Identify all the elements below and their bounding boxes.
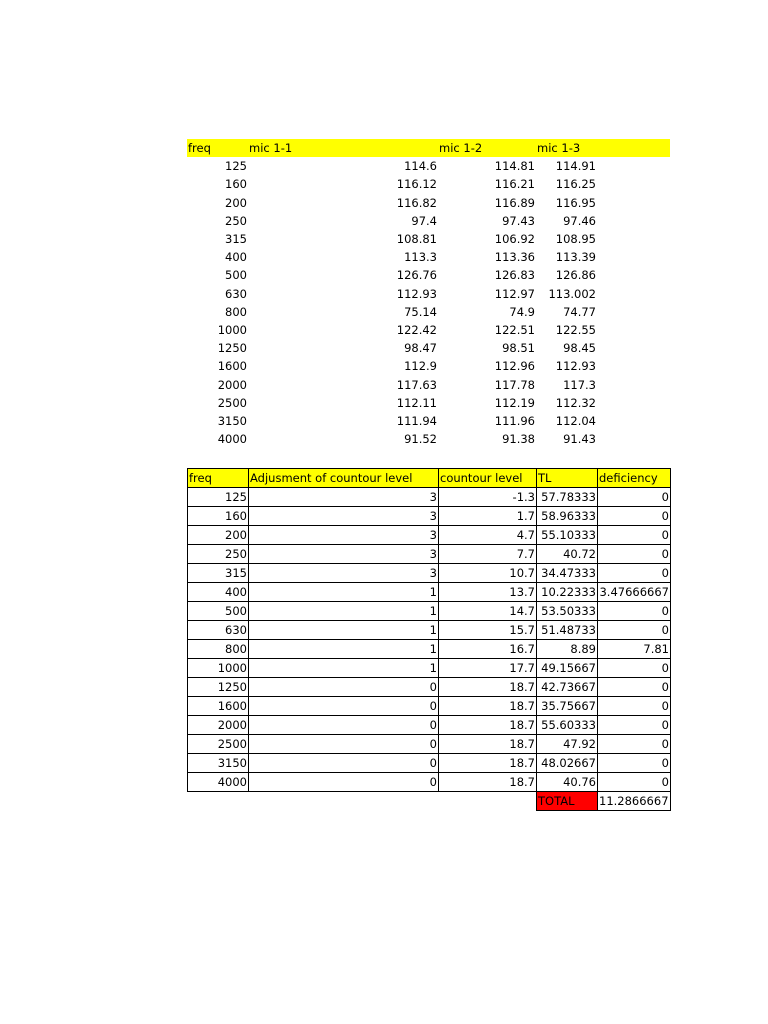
contour-deficiency-table [187,468,671,811]
cell-adjustment: 1 [249,583,439,602]
cell-contour-level: 18.7 [439,697,537,716]
cell-mic-1-2: 113.36 [494,250,535,265]
cell-adjustment: 3 [249,488,439,507]
header-tl: TL [537,469,598,488]
cell-mic-1-1: 116.12 [396,177,437,192]
cell-mic-1-3: 117.3 [563,377,596,392]
header-deficiency: deficiency [598,469,671,488]
cell-mic-1-3: 112.04 [555,413,596,428]
table-row [188,564,671,583]
cell-contour-level: 4.7 [439,526,537,545]
cell-adjustment: 3 [249,507,439,526]
cell-deficiency: 0 [598,678,671,697]
cell-adjustment: 1 [249,621,439,640]
cell-empty [597,321,670,339]
cell-adjustment: 0 [249,697,439,716]
cell-contour-level: 18.7 [439,678,537,697]
header-adjustment: Adjusment of countour level [249,469,439,488]
cell-mic-1-1: 117.63 [396,377,437,392]
cell-deficiency: 7.81 [598,640,671,659]
table-row [188,621,671,640]
cell-contour-level: 14.7 [439,602,537,621]
table-row [187,375,670,393]
cell-contour-level: 18.7 [439,716,537,735]
cell-mic-1-3: 74.77 [563,304,596,319]
table-header-row [188,469,671,488]
cell-tl: 55.60333 [537,716,598,735]
cell-freq: 1600 [217,359,247,374]
cell-empty [439,792,537,811]
cell-deficiency: 0 [598,526,671,545]
cell-mic-1-2: 116.21 [494,177,535,192]
cell-freq: 800 [188,640,249,659]
table-row [187,266,670,284]
cell-tl: 55.10333 [537,526,598,545]
cell-mic-1-1: 116.82 [396,195,437,210]
cell-mic-1-1: 108.81 [396,232,437,247]
cell-freq: 3150 [217,413,247,428]
table-row [188,697,671,716]
cell-mic-1-1: 112.93 [396,286,437,301]
cell-deficiency: 0 [598,659,671,678]
cell-mic-1-3: 116.95 [555,195,596,210]
table-row [188,773,671,792]
cell-empty [597,412,670,430]
cell-adjustment: 0 [249,754,439,773]
cell-tl: 40.72 [537,545,598,564]
cell-mic-1-2: 116.89 [494,195,535,210]
cell-empty [597,339,670,357]
cell-freq: 160 [188,507,249,526]
cell-mic-1-3: 91.43 [563,432,596,447]
cell-tl: 35.75667 [537,697,598,716]
table-row [188,602,671,621]
cell-mic-1-3: 114.91 [555,159,596,174]
table-row [187,230,670,248]
cell-tl: 10.22333 [537,583,598,602]
cell-mic-1-2: 112.97 [494,286,535,301]
mic-measurements-table [187,139,670,448]
cell-freq: 2000 [188,716,249,735]
cell-mic-1-3: 113.39 [555,250,596,265]
cell-contour-level: 13.7 [439,583,537,602]
cell-empty [597,285,670,303]
cell-freq: 250 [225,213,247,228]
cell-mic-1-2: 74.9 [509,304,535,319]
cell-contour-level: -1.3 [439,488,537,507]
cell-empty [249,792,439,811]
cell-freq: 630 [188,621,249,640]
table-row [188,488,671,507]
cell-deficiency: 0 [598,697,671,716]
cell-contour-level: 15.7 [439,621,537,640]
table-row [187,339,670,357]
cell-mic-1-1: 126.76 [396,268,437,283]
cell-mic-1-3: 112.93 [555,359,596,374]
cell-adjustment: 3 [249,564,439,583]
cell-empty [597,194,670,212]
cell-contour-level: 18.7 [439,773,537,792]
cell-mic-1-2: 112.96 [494,359,535,374]
cell-freq: 500 [225,268,247,283]
cell-adjustment: 3 [249,526,439,545]
cell-empty [597,248,670,266]
cell-freq: 4000 [217,432,247,447]
cell-deficiency: 3.47666667 [598,583,671,602]
cell-freq: 500 [188,602,249,621]
table-row [188,754,671,773]
table-row [187,303,670,321]
header-mic-1-2: mic 1-2 [438,139,536,157]
cell-mic-1-1: 91.52 [404,432,437,447]
cell-mic-1-2: 111.96 [494,413,535,428]
cell-empty [597,266,670,284]
table-row [187,248,670,266]
table-row [187,321,670,339]
cell-tl: 48.02667 [537,754,598,773]
cell-empty [597,303,670,321]
cell-deficiency: 0 [598,602,671,621]
cell-freq: 250 [188,545,249,564]
spacer [187,448,670,468]
cell-freq: 630 [225,286,247,301]
cell-freq: 200 [188,526,249,545]
cell-empty [597,430,670,448]
cell-mic-1-1: 97.4 [411,213,437,228]
cell-freq: 315 [225,232,247,247]
table-row [187,412,670,430]
cell-freq: 2500 [217,395,247,410]
cell-mic-1-3: 122.55 [555,322,596,337]
header-freq: freq [188,469,249,488]
cell-deficiency: 0 [598,621,671,640]
cell-adjustment: 1 [249,640,439,659]
cell-freq: 1250 [188,678,249,697]
cell-mic-1-2: 122.51 [494,322,535,337]
cell-deficiency: 0 [598,735,671,754]
cell-tl: 42.73667 [537,678,598,697]
table-row [188,583,671,602]
table-row [187,212,670,230]
cell-deficiency: 0 [598,564,671,583]
cell-mic-1-2: 117.78 [494,377,535,392]
cell-freq: 400 [188,583,249,602]
cell-mic-1-2: 97.43 [502,213,535,228]
cell-adjustment: 1 [249,602,439,621]
total-row [188,792,671,811]
cell-freq: 3150 [188,754,249,773]
cell-freq: 1000 [217,322,247,337]
header-mic-1-3: mic 1-3 [536,139,597,157]
cell-contour-level: 17.7 [439,659,537,678]
table-row [188,545,671,564]
cell-mic-1-3: 116.25 [555,177,596,192]
cell-adjustment: 0 [249,678,439,697]
cell-freq: 1600 [188,697,249,716]
cell-freq: 125 [188,488,249,507]
cell-deficiency: 0 [598,507,671,526]
table-row [187,285,670,303]
cell-mic-1-1: 122.42 [396,322,437,337]
table-row [188,735,671,754]
cell-mic-1-1: 75.14 [404,304,437,319]
cell-mic-1-2: 98.51 [502,341,535,356]
cell-tl: 49.15667 [537,659,598,678]
table-row [187,394,670,412]
cell-freq: 125 [225,159,247,174]
cell-mic-1-2: 91.38 [502,432,535,447]
cell-deficiency: 0 [598,545,671,564]
cell-mic-1-3: 98.45 [563,341,596,356]
table-row [187,430,670,448]
table-row [188,716,671,735]
cell-empty [597,230,670,248]
cell-mic-1-1: 98.47 [404,341,437,356]
cell-adjustment: 0 [249,735,439,754]
cell-empty [597,394,670,412]
cell-mic-1-1: 111.94 [396,413,437,428]
cell-freq: 400 [225,250,247,265]
cell-mic-1-1: 113.3 [404,250,437,265]
cell-deficiency: 0 [598,754,671,773]
header-contour-level: countour level [439,469,537,488]
table-row [187,157,670,175]
header-freq: freq [187,139,248,157]
cell-empty [597,175,670,193]
cell-mic-1-1: 112.11 [396,395,437,410]
cell-freq: 4000 [188,773,249,792]
cell-mic-1-3: 126.86 [555,268,596,283]
cell-tl: 51.48733 [537,621,598,640]
table-header-row [187,139,670,157]
cell-mic-1-2: 126.83 [494,268,535,283]
cell-freq: 315 [188,564,249,583]
cell-contour-level: 16.7 [439,640,537,659]
cell-freq: 2500 [188,735,249,754]
cell-deficiency: 0 [598,773,671,792]
cell-contour-level: 7.7 [439,545,537,564]
cell-mic-1-3: 112.32 [555,395,596,410]
cell-empty [188,792,249,811]
cell-mic-1-3: 97.46 [563,213,596,228]
cell-freq: 1250 [217,341,247,356]
cell-adjustment: 3 [249,545,439,564]
cell-adjustment: 0 [249,716,439,735]
cell-empty [597,357,670,375]
cell-mic-1-2: 106.92 [494,232,535,247]
cell-mic-1-1: 112.9 [404,359,437,374]
total-label: TOTAL [537,792,598,811]
spreadsheet [187,139,670,811]
cell-contour-level: 18.7 [439,735,537,754]
cell-mic-1-3: 108.95 [555,232,596,247]
table-row [187,194,670,212]
cell-mic-1-2: 114.81 [494,159,535,174]
cell-mic-1-3: 113.002 [548,286,596,301]
table-row [188,507,671,526]
cell-freq: 2000 [217,377,247,392]
cell-freq: 160 [225,177,247,192]
cell-tl: 58.96333 [537,507,598,526]
cell-tl: 53.50333 [537,602,598,621]
cell-contour-level: 10.7 [439,564,537,583]
cell-contour-level: 18.7 [439,754,537,773]
cell-adjustment: 1 [249,659,439,678]
table-row [188,526,671,545]
header-mic-1-1: mic 1-1 [248,139,438,157]
cell-empty [597,375,670,393]
header-empty [597,139,670,157]
cell-tl: 8.89 [537,640,598,659]
table-row [188,678,671,697]
cell-contour-level: 1.7 [439,507,537,526]
total-value: 11.2866667 [598,792,671,811]
cell-mic-1-2: 112.19 [494,395,535,410]
cell-deficiency: 0 [598,716,671,735]
cell-deficiency: 0 [598,488,671,507]
cell-empty [597,212,670,230]
cell-mic-1-1: 114.6 [404,159,437,174]
cell-freq: 1000 [188,659,249,678]
cell-freq: 800 [225,304,247,319]
cell-adjustment: 0 [249,773,439,792]
cell-freq: 200 [225,195,247,210]
cell-tl: 57.78333 [537,488,598,507]
table-row [188,659,671,678]
cell-empty [597,157,670,175]
table-row [187,175,670,193]
cell-tl: 40.76 [537,773,598,792]
table-row [187,357,670,375]
cell-tl: 47.92 [537,735,598,754]
cell-tl: 34.47333 [537,564,598,583]
table-row [188,640,671,659]
